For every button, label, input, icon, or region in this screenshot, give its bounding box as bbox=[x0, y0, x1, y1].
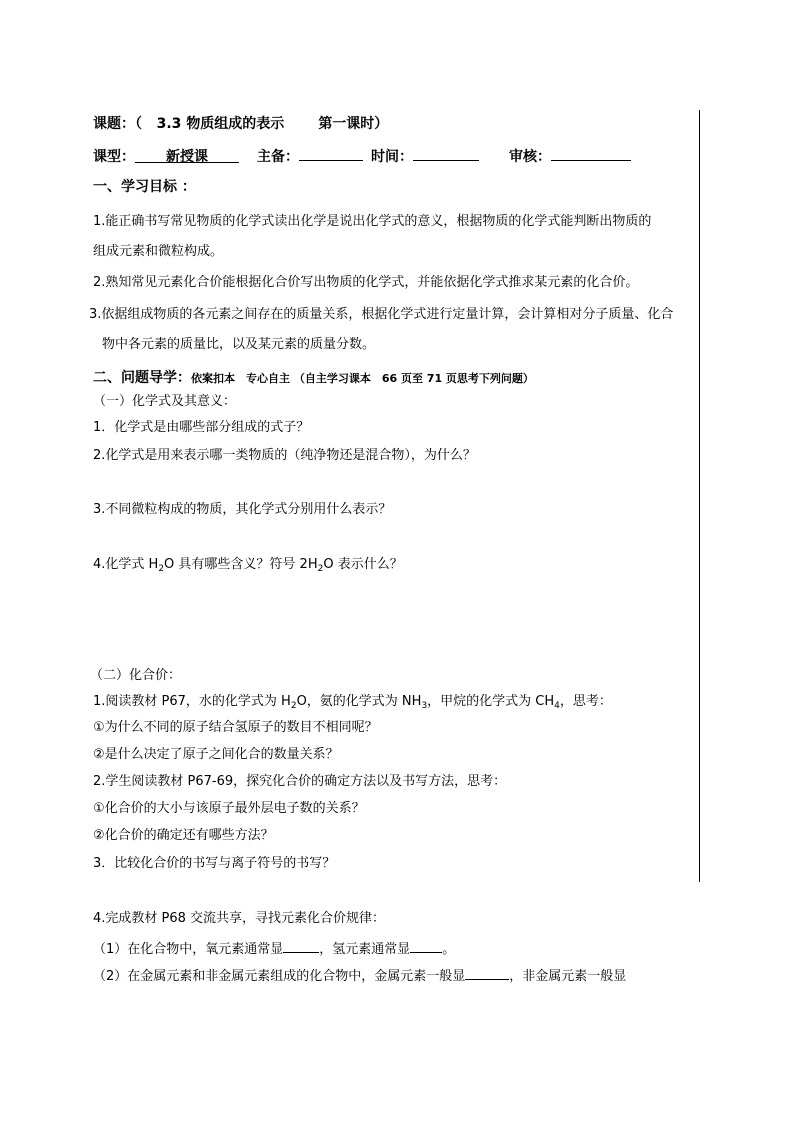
question-4 bbox=[93, 556, 403, 578]
goal-3-line-1: 3.依据组成物质的各元素之间存在的质量关系，根据化学式进行定量计算，会计算相对分子质量、化合 bbox=[89, 307, 674, 322]
r4-2-part-b: ，非金属元素一般显 bbox=[509, 969, 627, 984]
q4-part-c: O 表示什么？ bbox=[323, 557, 403, 572]
course-info-line bbox=[93, 146, 631, 166]
reading-1 bbox=[93, 693, 612, 715]
time-blank[interactable] bbox=[413, 146, 479, 161]
goal-1-line-1: 1.能正确书写常见物质的化学式读出化学是说出化学式的意义，根据物质的化学式能判断出物质的 bbox=[93, 214, 652, 229]
reading-2-item-2: ②化合价的确定还有哪些方法？ bbox=[93, 828, 274, 843]
prep-blank[interactable] bbox=[299, 146, 363, 161]
goal-3-line-2: 物中各元素的质量比，以及某元素的质量分数。 bbox=[102, 337, 376, 352]
q4-part-a: 4.化学式 H bbox=[93, 557, 159, 572]
question-3: 3.不同微粒构成的物质，其化学式分别用什么表示？ bbox=[93, 502, 392, 517]
metal-valence-blank[interactable] bbox=[465, 965, 509, 980]
reading-1-item-1: ①为什么不同的原子结合氢原子的数目不相同呢？ bbox=[93, 720, 378, 735]
r4-1-part-b: ，氢元素通常显 bbox=[319, 942, 411, 957]
r1-sub-3: 4 bbox=[554, 701, 560, 711]
reading-4-item-1 bbox=[93, 938, 455, 959]
guide-heading: 二、问题导学： bbox=[93, 370, 191, 386]
goals-heading: 一、学习目标 ： bbox=[93, 179, 196, 195]
type-value: 新授课 bbox=[135, 148, 239, 163]
q4-sub-2: 2 bbox=[317, 564, 324, 574]
r1-sub-1: 2 bbox=[290, 701, 297, 711]
question-1: 1．化学式是由哪些部分组成的式子？ bbox=[93, 420, 310, 435]
reading-2-item-1: ①化合价的大小与该原子最外层电子数的关系？ bbox=[93, 801, 365, 816]
reading-1-item-2: ②是什么决定了原子之间化合的数量关系？ bbox=[93, 747, 339, 762]
prep-label: 主备： bbox=[257, 149, 299, 165]
topic-line bbox=[93, 115, 388, 133]
q4-part-b: O 具有哪些含义？符号 2H bbox=[164, 557, 318, 572]
guide-heading-note: 依案扣本 专心自主 （自主学习课本 66 页至 71 页思考下列问题） bbox=[191, 372, 534, 385]
right-border-line bbox=[699, 110, 700, 882]
hydrogen-valence-blank[interactable] bbox=[410, 938, 442, 953]
oxygen-valence-blank[interactable] bbox=[283, 938, 319, 953]
review-blank[interactable] bbox=[551, 146, 631, 161]
goal-2: 2.熟知常见元素化合价能根据化合价写出物质的化学式，并能依据化学式推求某元素的化合价。 bbox=[93, 275, 639, 290]
r4-1-part-c: 。 bbox=[442, 942, 456, 957]
r1-part-a: 1.阅读教材 P67，水的化学式为 H bbox=[93, 694, 291, 709]
topic-title: 物质组成的表示 bbox=[186, 116, 285, 132]
reading-2: 2.学生阅读教材 P67-69，探究化合价的确定方法以及书写方法，思考： bbox=[93, 774, 507, 789]
type-label: 课型： bbox=[93, 149, 135, 165]
review-label: 审核： bbox=[509, 149, 551, 165]
goal-1-line-2: 组成元素和微粒构成。 bbox=[93, 244, 224, 259]
r1-part-d: ，思考： bbox=[559, 694, 612, 709]
q4-sub-1: 2 bbox=[158, 564, 165, 574]
section-1-title: （一）化学式及其意义： bbox=[93, 394, 237, 409]
section-2-title: （二）化合价： bbox=[90, 668, 182, 683]
r4-1-part-a: （1）在化合物中，氧元素通常显 bbox=[93, 942, 284, 957]
reading-4: 4.完成教材 P68 交流共享，寻找元素化合价规律： bbox=[93, 911, 386, 926]
r1-sub-2: 3 bbox=[421, 701, 428, 711]
reading-3: 3．比较化合价的书写与离子符号的书写？ bbox=[93, 856, 336, 871]
r1-part-c: ，甲烷的化学式为 CH bbox=[427, 694, 555, 709]
topic-session: 第一课时） bbox=[318, 116, 389, 132]
topic-number: 3.3 bbox=[156, 116, 182, 132]
question-2: 2.化学式是用来表示哪一类物质的（纯净物还是混合物），为什么？ bbox=[93, 448, 476, 463]
r1-part-b: O，氨的化学式为 NH bbox=[296, 694, 422, 709]
reading-4-item-2 bbox=[93, 965, 626, 986]
guide-heading-line bbox=[93, 369, 534, 388]
r4-2-part-a: （2）在金属元素和非金属元素组成的化合物中，金属元素一般显 bbox=[93, 969, 466, 984]
time-label: 时间： bbox=[371, 149, 413, 165]
topic-label: 课题：（ bbox=[93, 116, 142, 132]
